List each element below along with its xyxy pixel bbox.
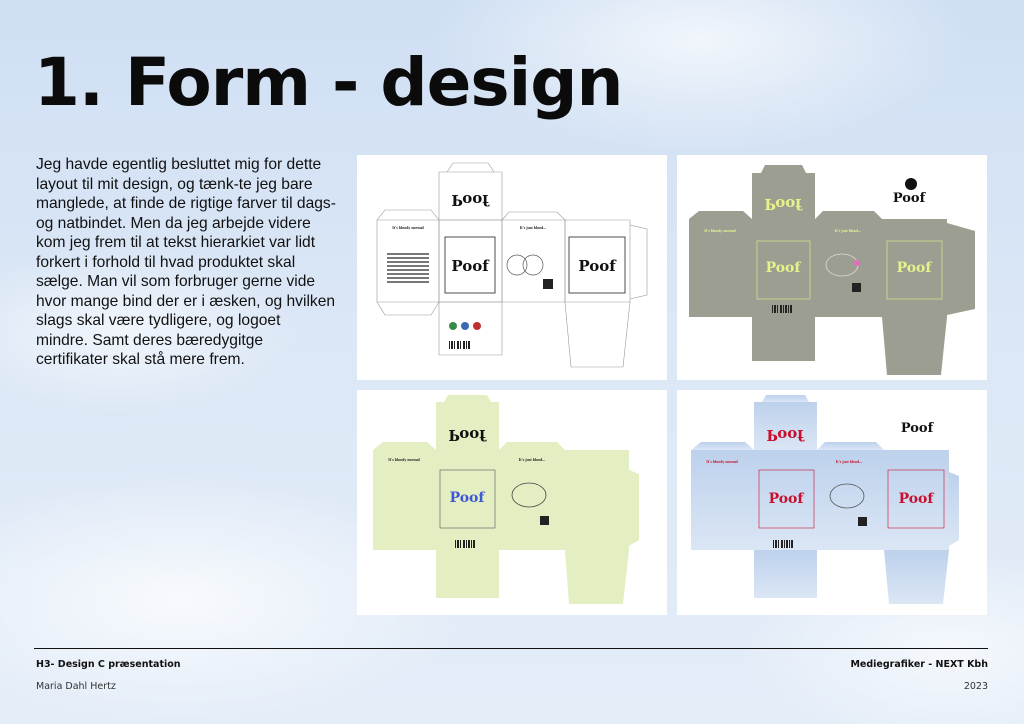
- logo-flipped-1: Poof: [451, 191, 489, 209]
- logo-corner-4: Poof: [900, 421, 934, 436]
- side-left-text-3: It's bloody normal: [388, 457, 420, 462]
- side-left-text-2: It's bloody normal: [704, 228, 736, 233]
- logo-back-2: Poof: [896, 260, 932, 276]
- side-left-text-1: It's bloody normal: [392, 225, 424, 230]
- footer-author: Maria Dahl Hertz: [36, 681, 116, 692]
- side-right-text-3: It's just blood...: [518, 457, 546, 462]
- logo-front-3: Poof: [449, 490, 485, 506]
- dieline-image-white: [357, 155, 667, 380]
- side-left-text-4: It's bloody normal: [706, 459, 738, 464]
- logo-back-1: Poof: [578, 257, 616, 275]
- footer-divider: [34, 648, 988, 649]
- logo-corner-2: Poof: [892, 191, 926, 206]
- side-right-text-1: It's just blood...: [519, 225, 547, 230]
- dieline-image-blue: [677, 390, 987, 615]
- dieline-image-lime: [357, 390, 667, 615]
- body-paragraph: Jeg havde egentlig besluttet mig for dette layout til mit design, og tænk-te jeg bare manglede, at finde de rigtige farver til dags-og natbindet. Men da jeg arbejde videre kom jeg frem til at tekst hierarkiet var lidt forkert i forhold til hvad produktet skal sælge. Man vil som forbruger gerne vide hvor mange bind der er i æsken, og hvilken slags skal være tydligere, og logoet mindre. Samt deres bæredygitge certifikater skal stå mere frem.: [36, 156, 336, 368]
- logo-front-4: Poof: [768, 491, 804, 507]
- page-title: 1. Form - design: [34, 44, 623, 121]
- logo-back-4: Poof: [898, 491, 934, 507]
- logo-front-1: Poof: [451, 257, 489, 275]
- footer-year: 2023: [963, 681, 988, 692]
- logo-front-2: Poof: [765, 260, 801, 276]
- side-right-text-4: It's just blood...: [835, 459, 863, 464]
- dieline-image-grey: [677, 155, 987, 380]
- logo-flipped-4: Poof: [766, 426, 804, 444]
- footer-course: H3- Design C præsentation: [36, 659, 181, 670]
- logo-flipped-3: Poof: [448, 426, 486, 444]
- footer-school: Mediegrafiker - NEXT Kbh: [850, 659, 988, 670]
- side-right-text-2: It's just blood...: [834, 228, 862, 233]
- logo-flipped-2: Poof: [764, 195, 802, 213]
